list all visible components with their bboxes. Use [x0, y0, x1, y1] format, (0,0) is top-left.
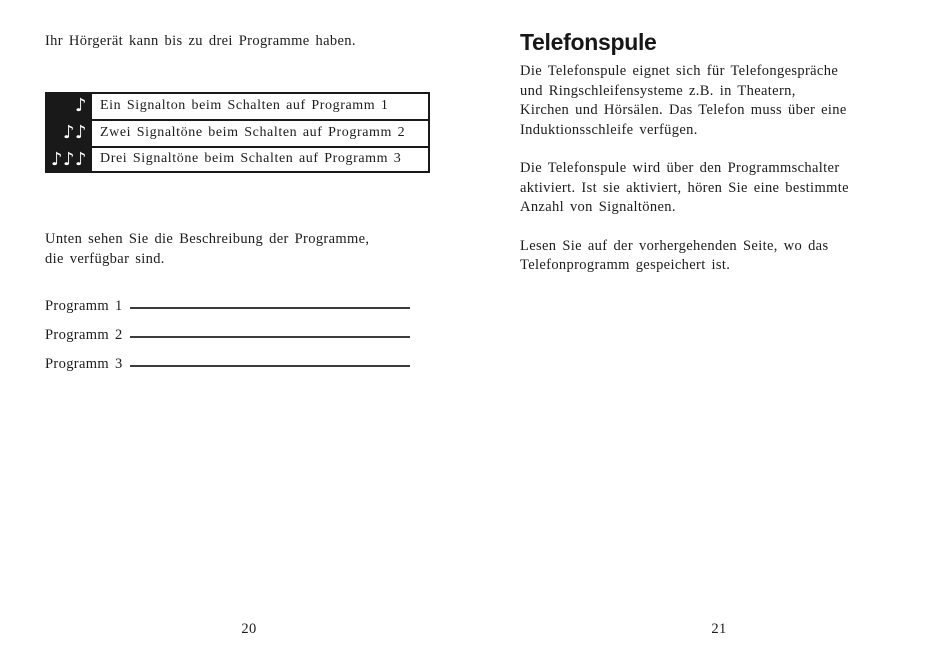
paragraph-line: Kirchen und Hörsälen. Das Telefon muss über eine — [520, 102, 847, 118]
paragraph-line: Anzahl von Signaltönen. — [520, 199, 676, 215]
section-title: Telefonspule — [520, 29, 657, 55]
three-notes-icon: ♪♪♪ — [51, 149, 87, 170]
program-label: Programm 2 — [45, 327, 123, 343]
two-notes-icon: ♪♪ — [63, 122, 87, 143]
program-label: Programm 1 — [45, 298, 123, 314]
paragraph-activation — [520, 159, 892, 218]
table-row: Drei Signaltöne beim Schalten auf Programm 3 — [92, 146, 430, 173]
paragraph-line: und Ringschleifensysteme z.B. in Theatern, — [520, 82, 796, 99]
fill-in-blank-line — [130, 352, 410, 367]
intro-text: Ihr Hörgerät kann bis zu drei Programme haben. — [45, 33, 356, 49]
page-number-right: 21 — [711, 621, 727, 637]
program-line-2 — [45, 323, 410, 352]
paragraph-line: aktiviert. Ist sie aktiviert, hören Sie eine bestimmte — [520, 179, 849, 196]
page-number-left: 20 — [241, 621, 257, 637]
note-column — [45, 92, 92, 173]
table-rows — [92, 92, 430, 173]
signal-tone-table — [45, 92, 430, 173]
program-list — [45, 294, 410, 381]
program-label: Programm 3 — [45, 356, 123, 372]
paragraph-line: Die Telefonspule eignet sich für Telefongespräche — [520, 63, 839, 79]
program-line-3 — [45, 352, 410, 381]
paragraph-line: Lesen Sie auf der vorhergehenden Seite, wo das — [520, 237, 829, 254]
program-line-1 — [45, 294, 410, 323]
paragraph-telefonspule-intro — [520, 62, 892, 140]
paragraph-reference — [520, 237, 892, 276]
one-note-icon: ♪ — [75, 95, 87, 116]
fill-in-blank-line — [130, 294, 410, 309]
paragraph-line: Telefonprogramm gespeichert ist. — [520, 257, 731, 273]
description-line: Unten sehen Sie die Beschreibung der Programme, — [45, 231, 370, 247]
paragraph-line: Induktionsschleife verfügen. — [520, 121, 698, 138]
fill-in-blank-line — [130, 323, 410, 338]
paragraph-line: Die Telefonspule wird über den Programmschalter — [520, 160, 840, 176]
table-row: Ein Signalton beim Schalten auf Programm 1 — [92, 92, 430, 119]
right-page — [520, 30, 892, 295]
description-line: die verfügbar sind. — [45, 250, 165, 267]
description-text — [45, 230, 369, 269]
table-row: Zwei Signaltöne beim Schalten auf Programm 2 — [92, 119, 430, 146]
